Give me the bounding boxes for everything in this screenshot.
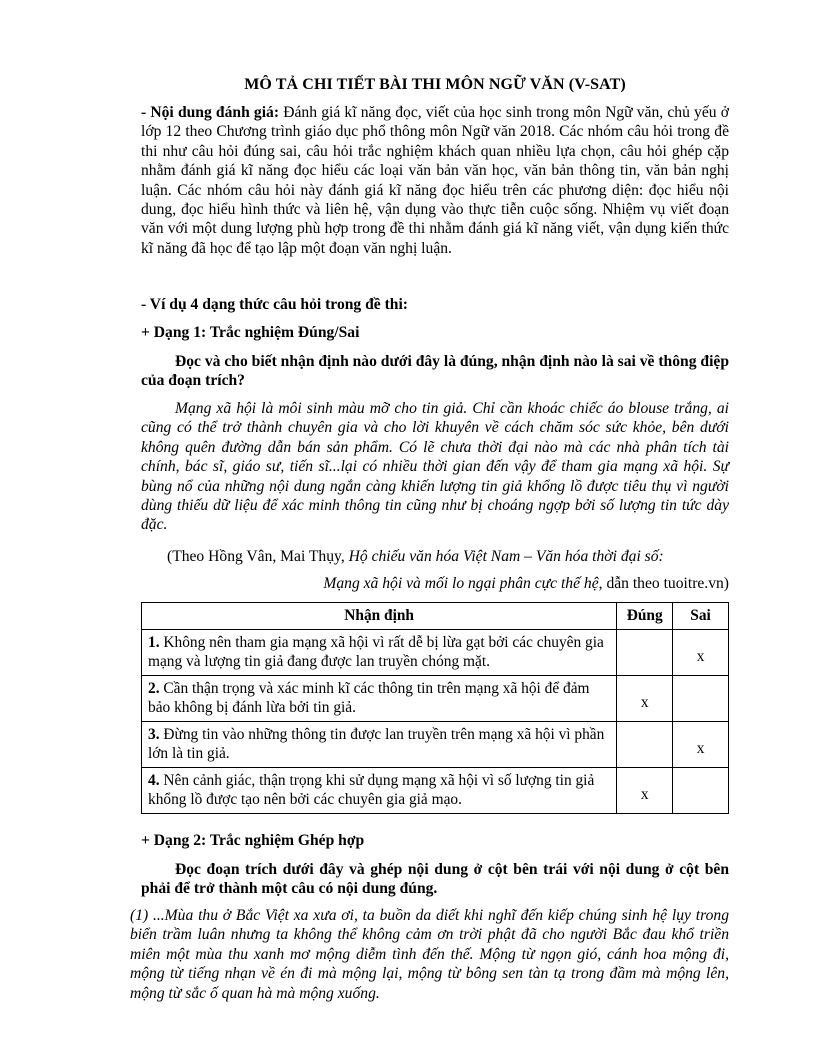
table-row	[142, 630, 729, 676]
false-cell	[673, 768, 729, 814]
citation-suffix: , dẫn theo tuoitre.vn)	[598, 575, 729, 592]
type1-heading: + Dạng 1: Trắc nghiệm Đúng/Sai	[141, 324, 360, 341]
examples-heading: - Ví dụ 4 dạng thức câu hỏi trong đề thi:	[141, 296, 408, 313]
statement-text: Cần thận trọng và xác minh kĩ các thông tin trên mạng xã hội để đảm bảo không bị đánh lừa bởi tin giả.	[148, 679, 590, 716]
statement-text: Không nên tham gia mạng xã hội vì rất dễ bị lừa gạt bởi các chuyên gia mạng và lượng tin giả đang được lan truyền chóng mặt.	[148, 633, 604, 670]
citation-subtitle: Mạng xã hội và mối lo ngại phân cực thế hệ	[323, 575, 599, 592]
statement-text: Đừng tin vào những thông tin được lan truyền trên mạng xã hội vì phần lớn là tin giả.	[148, 725, 605, 762]
true-cell: x	[617, 768, 673, 814]
statement-cell	[142, 676, 617, 722]
header-false: Sai	[673, 603, 729, 630]
citation-title: Hộ chiếu văn hóa Việt Nam – Văn hóa thời đại số:	[348, 548, 664, 565]
statement-number: 3.	[148, 725, 160, 743]
type1-passage: Mạng xã hội là môi sinh màu mỡ cho tin giả. Chỉ cần khoác chiếc áo blouse trắng, ai cũng có thể trở thành chuyên gia và cho lời khuyên về cách chăm sóc sức khỏe, bên dưới không quên đường dẫn bán sản phẩm. Có lẽ chưa thời đại nào mà các nhà phân tích tài chính, bác sĩ, giáo sư, tiến sĩ...lại có nhiều thời gian đến vậy để tham gia mạng xã hội. Sự bùng nổ của những nội dung ngắn càng khiến lượng tin giả khổng lồ được tiêu thụ vì người dùng thiếu dữ liệu để xác minh thông tin cũng như bị choáng ngợp bởi số lượng tin tức dày đặc.	[141, 400, 729, 534]
citation-line-2	[141, 574, 729, 593]
citation-line-1	[141, 547, 729, 566]
true-cell	[617, 722, 673, 768]
false-cell	[673, 676, 729, 722]
statement-cell	[142, 768, 617, 814]
statement-number: 4.	[148, 771, 160, 789]
table-row	[142, 768, 729, 814]
content-label: - Nội dung đánh giá:	[141, 104, 280, 121]
table-row	[142, 676, 729, 722]
content-paragraph	[141, 103, 729, 258]
table-row	[142, 722, 729, 768]
table-header-row	[142, 603, 729, 630]
page-title: MÔ TẢ CHI TIẾT BÀI THI MÔN NGỮ VĂN (V-SAT)	[244, 76, 626, 93]
header-statement: Nhận định	[142, 603, 617, 630]
false-cell: x	[673, 630, 729, 676]
statement-number: 1.	[148, 633, 160, 651]
false-cell: x	[673, 722, 729, 768]
type1-instruction: Đọc và cho biết nhận định nào dưới đây là đúng, nhận định nào là sai về thông điệp của đoạn trích?	[141, 353, 729, 390]
type2-instruction: Đọc đoạn trích dưới đây và ghép nội dung ở cột bên trái với nội dung ở cột bên phải để trở thành một câu có nội dung đúng.	[141, 861, 729, 898]
citation-prefix: (Theo Hồng Vân, Mai Thụy,	[167, 548, 349, 565]
type2-heading: + Dạng 2: Trắc nghiệm Ghép hợp	[141, 832, 365, 849]
header-true: Đúng	[617, 603, 673, 630]
true-false-table	[141, 602, 729, 814]
content-text: Đánh giá kĩ năng đọc, viết của học sinh trong môn Ngữ văn, chủ yếu ở lớp 12 theo Chương trình giáo dục phổ thông môn Ngữ văn 2018. Các nhóm câu hỏi trong đề thi như câu hỏi đúng sai, câu hỏi trắc nghiệm khách quan nhiều lựa chọn, câu hỏi ghép cặp nhằm đánh giá kĩ năng đọc hiểu các loại văn bản văn học, văn bản thông tin, văn bản nghị luận. Các nhóm câu hỏi này đánh giá kĩ năng đọc hiểu trên các phương diện: đọc hiểu nội dung, đọc hiểu hình thức và liên hệ, vận dụng vào thực tiễn cuộc sống. Nhiệm vụ viết đoạn văn với một dung lượng phù hợp trong đề thi nhằm đánh giá kĩ năng viết, vận dụng kiến thức kĩ năng đã học để tạo lập một đoạn văn nghị luận.	[141, 104, 729, 257]
statement-number: 2.	[148, 679, 160, 697]
true-cell	[617, 630, 673, 676]
statement-cell	[142, 722, 617, 768]
true-cell: x	[617, 676, 673, 722]
statement-text: Nên cảnh giác, thận trọng khi sử dụng mạng xã hội vì số lượng tin giả khổng lồ được tạo nên bởi các chuyên gia giả mạo.	[148, 771, 595, 808]
statement-cell	[142, 630, 617, 676]
type2-passage: (1) ...Mùa thu ở Bắc Việt xa xưa ơi, ta buồn da diết khi nghĩ đến kiếp chúng sinh hệ lụy trong biển trầm luân nhưng ta không thể không cảm ơn trời phật đã cho người Bắc đau khổ triền miên một mùa thu xanh mơ mộng diễm tình đến thế. Mộng từ ngọn gió, cánh hoa mộng đi, mộng từ tiếng nhạn về én đi mà mộng lại, mộng từ bông sen tàn tạ trong đầm mà mộng lên, mộng từ sắc ố quan hà mà mộng xuống.	[130, 907, 729, 1002]
